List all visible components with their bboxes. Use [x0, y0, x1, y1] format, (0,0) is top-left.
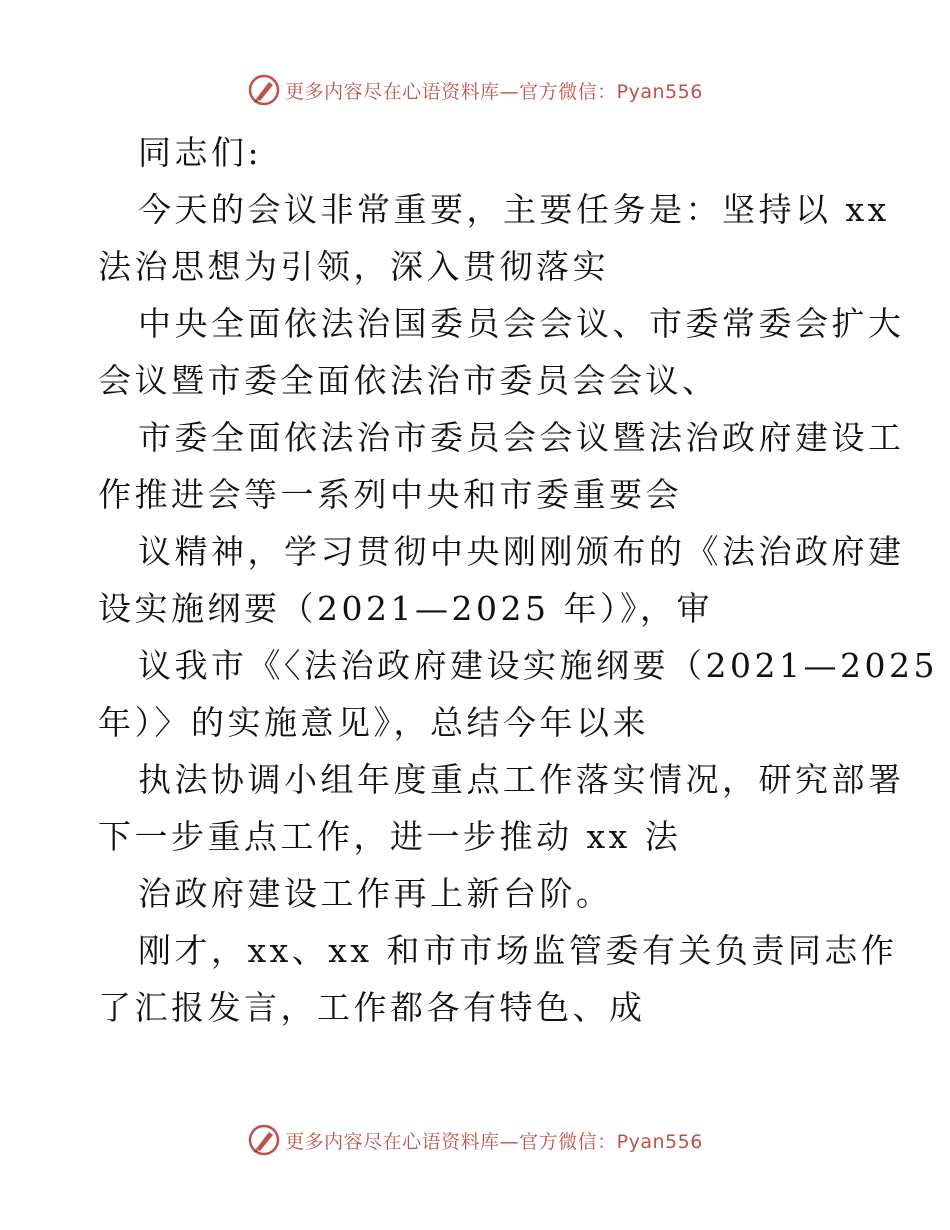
paragraph-line: 议精神，学习贯彻中央刚刚颁布的《法治政府建	[138, 532, 905, 571]
paragraph-line: 年）〉的实施意见》，总结今年以来	[98, 703, 649, 742]
watermark-text: 更多内容尽在心语资料库—官方微信：Pyan556	[285, 1130, 703, 1153]
salutation: 同志们:	[138, 133, 263, 172]
paragraph-line: 会议暨市委全面依法治市委员会会议、	[98, 361, 719, 400]
footer-watermark	[0, 1120, 950, 1160]
paragraph-line: 了汇报发言，工作都各有特色、成	[98, 988, 646, 1027]
paragraph-line: 刚才，xx、xx 和市市场监管委有关负责同志作	[138, 931, 898, 970]
quill-pen-logo-icon	[247, 1123, 281, 1157]
paragraph-line: 法治思想为引领，深入贯彻落实	[98, 247, 609, 286]
paragraph-line: 作推进会等一系列中央和市委重要会	[98, 475, 682, 514]
paragraph-line: 执法协调小组年度重点工作落实情况，研究部署	[138, 760, 905, 799]
quill-pen-logo-icon	[247, 73, 281, 107]
paragraph-line: 议我市《〈法治政府建设实施纲要（2021—2025	[138, 646, 938, 685]
paragraph-line: 市委全面依法治市委员会会议暨法治政府建设工	[138, 418, 905, 457]
paragraph-line: 中央全面依法治国委员会会议、市委常委会扩大	[138, 304, 905, 343]
paragraph-line: 今天的会议非常重要，主要任务是：坚持以 xx	[138, 190, 890, 229]
paragraph-line: 设实施纲要（2021—2025 年）》，审	[98, 589, 713, 628]
document-body	[98, 124, 938, 1036]
header-watermark	[0, 70, 950, 110]
paragraph-line: 治政府建设工作再上新台阶。	[138, 874, 613, 913]
paragraph-line: 下一步重点工作，进一步推动 xx 法	[98, 817, 682, 856]
watermark-text: 更多内容尽在心语资料库—官方微信：Pyan556	[285, 80, 703, 103]
